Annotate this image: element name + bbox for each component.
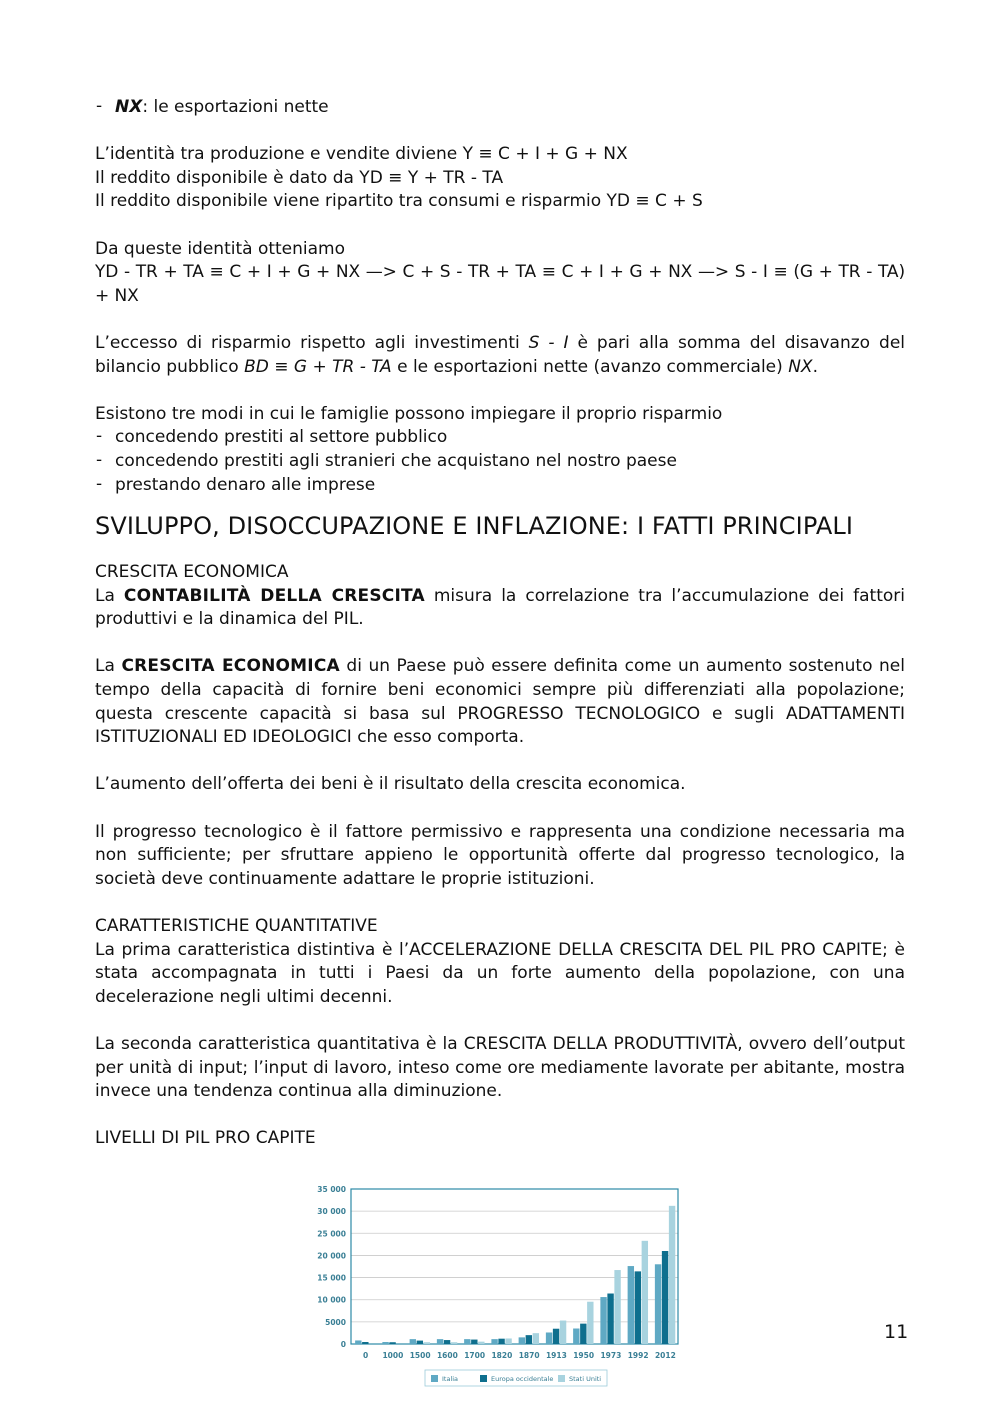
subsection-title: CARATTERISTICHE QUANTITATIVE xyxy=(95,916,378,936)
bar xyxy=(505,1338,511,1344)
page-number: 11 xyxy=(884,1321,909,1343)
bar xyxy=(614,1270,620,1344)
gdp-per-capita-chart xyxy=(300,1180,690,1392)
text-run: e le esportazioni nette (avanzo commerciale) xyxy=(391,356,789,377)
bar xyxy=(478,1342,484,1344)
bar xyxy=(600,1297,606,1344)
legend-swatch xyxy=(558,1375,565,1382)
legend-swatch xyxy=(431,1375,438,1382)
legend-swatch xyxy=(480,1375,487,1382)
savings-intro: Esistono tre modi in cui le famiglie possono impiegare il proprio risparmio xyxy=(95,403,723,424)
y-tick-label: 20 000 xyxy=(317,1251,346,1261)
y-tick-label: 10 000 xyxy=(317,1295,346,1305)
crescita-paragraph-3: L’aumento dell’offerta dei beni è il risultato della crescita economica. xyxy=(95,774,686,795)
text-run-italic: NX xyxy=(788,356,813,377)
list-item-text: : le esportazioni nette xyxy=(142,97,329,117)
text-run: L’eccesso di risparmio rispetto agli investimenti xyxy=(95,332,529,353)
section-heading: SVILUPPO, DISOCCUPAZIONE E INFLAZIONE: I FATTI PRINCIPALI xyxy=(95,512,854,541)
x-tick-label: 1870 xyxy=(518,1351,540,1360)
text-run-italic: BD ≡ G + TR - TA xyxy=(244,356,392,377)
bar xyxy=(464,1339,470,1344)
bar xyxy=(410,1339,416,1344)
legend-label: Italia xyxy=(442,1375,459,1383)
x-tick-label: 1700 xyxy=(464,1351,486,1360)
y-tick-label: 15 000 xyxy=(317,1273,346,1283)
text-run: di un Paese può essere definita come un aumento sostenuto nel tempo della capacità di fornire beni economici sempre più differenziati alla popolazione; questa crescente capacità si basa sul PROGRESSO TECNOLOGICO e sugli ADATTAMENTI ISTITUZIONALI ED IDEOLOGICI che esso comporta. xyxy=(95,656,905,748)
x-tick-label: 1913 xyxy=(545,1351,567,1360)
crescita-paragraph-4: Il progresso tecnologico è il fattore permissivo e rappresenta una condizione necessaria ma non sufficiente; per sfruttare appieno le opportunità offerte dal progresso tecnologico, la società deve continuamente adattare le proprie istituzioni. xyxy=(95,821,905,889)
text-run: La xyxy=(95,585,124,606)
x-tick-label: 2012 xyxy=(654,1351,676,1360)
bar xyxy=(355,1340,361,1344)
x-tick-label: 0 xyxy=(363,1351,369,1360)
identities-block xyxy=(95,143,905,214)
y-tick-label: 25 000 xyxy=(317,1229,346,1239)
quantitative-paragraph-2: La seconda caratteristica quantitativa è la CRESCITA DELLA PRODUTTIVITÀ, ovvero dell’output per unità di input; l’input di lavoro, inteso come ore mediamente lavorate per abitante, mostra invece una tendenza continua alla diminuzione. xyxy=(95,1033,905,1102)
bar xyxy=(635,1271,641,1344)
legend-label: Europa occidentale xyxy=(491,1375,554,1383)
top-list xyxy=(95,96,905,120)
list-item xyxy=(95,96,905,120)
list-item: - concedendo prestiti al settore pubblico xyxy=(95,426,905,450)
identity-line: Il reddito disponibile è dato da YD ≡ Y + TR - TA xyxy=(95,167,504,188)
y-tick-label: 0 xyxy=(340,1340,346,1349)
bar xyxy=(362,1342,368,1344)
crescita-paragraph-1 xyxy=(95,561,905,632)
bar xyxy=(607,1294,613,1344)
list-item: - concedendo prestiti agli stranieri che acquistano nel nostro paese xyxy=(95,450,905,474)
bar xyxy=(573,1329,579,1345)
bar xyxy=(498,1339,504,1344)
bar xyxy=(444,1340,450,1344)
bar xyxy=(451,1342,457,1344)
text-run: La prima caratteristica distintiva è l’ACCELERAZIONE DELLA CRESCITA DEL PIL PRO CAPITE; è stata accompagnata in tutti i Paesi da un forte aumento della popolazione, con una decelerazione negli ultimi decenni. xyxy=(95,939,905,1007)
list-item: - prestando denaro alle imprese xyxy=(95,474,905,498)
identity-line: Il reddito disponibile viene ripartito tra consumi e risparmio YD ≡ C + S xyxy=(95,191,703,212)
bar xyxy=(389,1342,395,1344)
chart-section-title: LIVELLI DI PIL PRO CAPITE xyxy=(95,1128,316,1149)
y-tick-label: 5000 xyxy=(325,1317,346,1327)
derivation-intro: Da queste identità otteniamo xyxy=(95,238,346,259)
page-content xyxy=(95,96,905,1151)
text-run-italic: S - I xyxy=(528,332,569,353)
bar xyxy=(580,1324,586,1344)
bar xyxy=(424,1342,430,1344)
derivation-formula: YD - TR + TA ≡ C + I + G + NX —> C + S - TR + TA ≡ C + I + G + NX —> S - I ≡ (G + TR - TA) + NX xyxy=(95,262,905,306)
subsection-title: CRESCITA ECONOMICA xyxy=(95,562,289,583)
bar xyxy=(628,1266,634,1344)
y-tick-label: 30 000 xyxy=(317,1207,346,1217)
savings-block xyxy=(95,403,905,497)
text-run: misura la correlazione tra l’accumulazione dei fattori produttivi e la dinamica del PIL. xyxy=(95,585,906,630)
x-tick-label: 1973 xyxy=(600,1351,622,1360)
legend-label: Stati Uniti xyxy=(569,1375,602,1383)
bar xyxy=(642,1241,648,1344)
x-tick-label: 1000 xyxy=(382,1351,404,1360)
bar xyxy=(560,1321,566,1344)
text-run-bold: CONTABILITÀ DELLA CRESCITA xyxy=(123,585,425,606)
term-nx: NX xyxy=(115,97,143,117)
bar xyxy=(669,1206,675,1344)
quantitative-paragraph-1 xyxy=(95,915,905,1009)
bar xyxy=(662,1251,668,1344)
bar xyxy=(437,1339,443,1344)
text-run: . xyxy=(812,356,818,377)
x-tick-label: 1820 xyxy=(491,1351,513,1360)
bar xyxy=(382,1342,388,1344)
x-tick-label: 1500 xyxy=(409,1351,431,1360)
x-tick-label: 1600 xyxy=(436,1351,458,1360)
text-run: La xyxy=(95,656,122,677)
text-run-bold: CRESCITA ECONOMICA xyxy=(121,656,340,677)
bar xyxy=(546,1332,552,1344)
bar xyxy=(533,1333,539,1344)
bar xyxy=(655,1264,661,1344)
bar xyxy=(471,1340,477,1344)
excess-paragraph xyxy=(95,332,905,379)
x-tick-label: 1992 xyxy=(627,1351,649,1360)
bar xyxy=(491,1339,497,1344)
derivation-block xyxy=(95,238,905,309)
bar xyxy=(587,1302,593,1344)
bar xyxy=(526,1335,532,1344)
bar xyxy=(417,1341,423,1344)
y-tick-label: 35 000 xyxy=(317,1185,346,1194)
bar xyxy=(519,1337,525,1344)
text-run: è pari alla somma del disavanzo del bilancio pubblico xyxy=(95,332,905,377)
x-tick-label: 1950 xyxy=(573,1351,595,1360)
crescita-paragraph-2 xyxy=(95,655,905,749)
bar xyxy=(553,1329,559,1344)
identity-line: L’identità tra produzione e vendite diviene Y ≡ C + I + G + NX xyxy=(95,144,628,165)
